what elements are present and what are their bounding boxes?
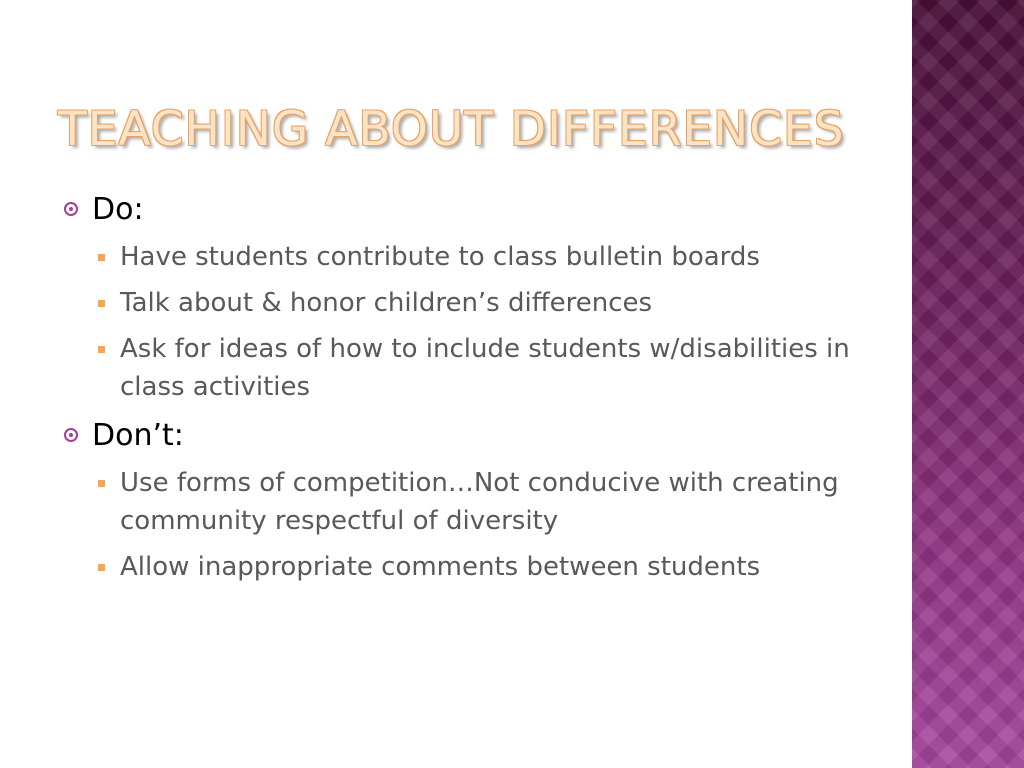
list-item <box>64 330 884 406</box>
list-item-text: Have students contribute to class bulletin boards <box>120 242 760 272</box>
list-item-text: Allow inappropriate comments between students <box>120 552 761 582</box>
section-dont <box>64 416 884 586</box>
list-item-text: Use forms of competition…Not conducive with creating community respectful of diversity <box>120 468 839 536</box>
slide-title: TEACHING ABOUT DIFFERENCES <box>58 102 845 157</box>
square-bullet-icon <box>98 564 105 571</box>
section-heading-dont <box>64 416 884 456</box>
square-bullet-icon <box>98 254 105 261</box>
square-bullet-icon <box>98 346 105 353</box>
list-item <box>64 238 884 276</box>
slide-body <box>64 190 884 596</box>
square-bullet-icon <box>98 300 105 307</box>
section-heading-label: Do: <box>92 192 144 227</box>
section-do <box>64 190 884 406</box>
list-item-text: Talk about & honor children’s differences <box>120 288 653 318</box>
list-item <box>64 548 884 586</box>
section-heading-do <box>64 190 884 230</box>
circle-dot-bullet-icon <box>64 202 78 216</box>
square-bullet-icon <box>98 480 105 487</box>
section-heading-label: Don’t: <box>92 418 184 453</box>
decorative-side-band <box>912 0 1024 768</box>
circle-dot-bullet-icon <box>64 428 78 442</box>
list-item-text: Ask for ideas of how to include students w/disabilities in class activities <box>120 334 850 402</box>
list-item <box>64 284 884 322</box>
list-item <box>64 464 884 540</box>
